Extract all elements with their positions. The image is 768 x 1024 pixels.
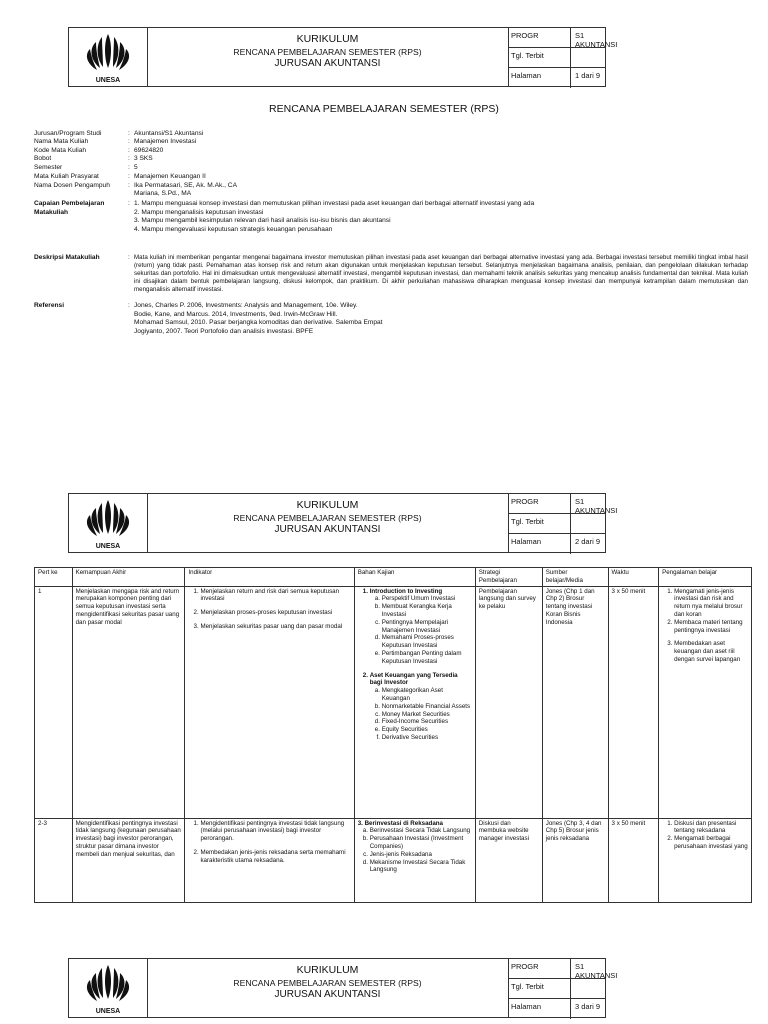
logo-text: UNESA — [95, 1008, 121, 1015]
rps-subtitle: RENCANA PEMBELAJARAN SEMESTER (RPS) — [233, 47, 422, 57]
list-item: a. Berinvestasi Secara Tidak Langsung — [370, 827, 472, 835]
deskripsi-text: Mata kuliah ini memberikan pengantar mengenai bagaimana investor memutuskan pilihan investasi pada aset keuangan dari berbagai alternative investasi yang ada. Berbagai investasi tersebut memiliki tingkat imbal hasil (return) yang tidak pasti. Pemahaman atas konsep risk and return akan digunakan untuk menjelaskan keputusan tersebut. Selanjutnya menjelaskan bagaimana analisis, penilaian, dan pengelolaan dilakukan terhadap sekuritas dan portofolio. Hal ini dimaksudkan untuk mengevaluasi alternatif investasi, mengambil keputusan investasi, dan memahami teknik analisis sekuritas yang mencakup analisis fundamental dan teknikal. Mata kuliah ini disajikan dalam bentuk pembelajaran langsung, diskusi kelompok, dan praktikum. Di akhir perkuliahan mahasiswa diharapkan menguasai konsep investasi dan mempunyai ketrampilan dalam memutuskan dan menganalisis alternatif investasi. — [134, 254, 748, 293]
column-header: Pert ke — [35, 568, 73, 587]
list-item: c. Pentingnya Mempelajari Manajemen Investasi — [382, 619, 472, 635]
strategi-cell: Diskusi dan membuka website manager investasi — [475, 818, 542, 902]
list-item: e. Equity Securities — [382, 726, 472, 734]
progr-value: S1 AKUNTANSI — [570, 959, 605, 978]
unesa-logo — [69, 959, 148, 1017]
info-label: Bobot — [34, 155, 52, 163]
header-page-1 — [68, 27, 618, 87]
list-item: a. Mengkategorikan Aset Keuangan — [382, 687, 472, 703]
list-item: b. Membuat Kerangka Kerja Investasi — [382, 603, 472, 619]
course-info: Jurusan/Program Studi : Akuntansi/S1 Akuntansi Nama Mata Kuliah : Manajemen Investasi Kode Mata Kuliah : 69624820 Bobot : 3 SKS Semester : 5 Mata Kuliah Prasyarat : Manajemen Keuangan II Nama Dosen Pengampuh : Ika Permatasari, SE, Ak. M.Ak., CA Mariana, S.Pd., MA Capaian Pembelajaran Matakuliah : 1. Mampu menguasai konsep investasi dan memutuskan pilihan investasi pada aset keuangan dari berbagai alternatif investasi yang ada 2. Mampu menganalisis keputusan investasi 3. Mampu mengambil kesimpulan relevan dari hasil analisis isu-isu bisnis dan akuntansi 4. Mampu mengevaluasi keputusan strategis keuangan perusahaan Deskripsi Matakuliah : Referensi : Jones, Charles P. 2006, Investments: Analysis and Management, 10e. Wiley. Bodie, Kane, and Marcus. 2014, Investments, 9ed. Irwin-McGraw Hill. Mohamad Samsul, 2010. Pasar berjangka komoditas dan derivative. Salemba Empat Jogiyanto, 2007. Teori Portofolio dan analisis investasi. BPFE — [34, 130, 535, 335]
progr-label: PROGR — [511, 497, 539, 506]
kurikulum-title: KURIKULUM — [296, 33, 359, 45]
bahan-cell — [354, 586, 475, 818]
list-item: a. Perspektif Umum Investasi — [382, 595, 472, 603]
indikator-cell — [185, 586, 354, 818]
progr-value: S1 AKUNTANSI — [570, 28, 605, 47]
list-item: 1. Menjelaskan return and risk dari semua keputusan investasi — [200, 588, 350, 604]
schedule-table — [34, 567, 752, 903]
list-item: e. Pertimbangan Penting dalam Keputusan Investasi — [382, 650, 472, 666]
info-value: 5 — [134, 164, 138, 171]
tgl-label: Tgl. Terbit — [511, 51, 544, 60]
list-item: f. Derivative Securities — [382, 734, 472, 742]
info-value: Manajemen Keuangan II — [134, 173, 206, 180]
tgl-value — [570, 48, 605, 67]
kemampuan-cell: Menjelaskan mengapa risk and return merupakan komponen penting dari semua keputusan investasi serta mengidentifikasi sekuritas pasar uang dan pasar modal — [72, 586, 185, 818]
list-item: 2. Membaca materi tentang pentingnya investasi — [674, 619, 748, 635]
sumber-cell: Jones (Chp 3, 4 dan Chp 5) Brosur jenis jenis reksadana — [542, 818, 608, 902]
list-item: d. Mekanisme Investasi Secara Tidak Langsung — [370, 859, 472, 875]
list-item: 3. Membedakan aset keuangan dan aset riil dengan survei lapangan — [674, 640, 748, 663]
header-page-2 — [68, 493, 618, 553]
referensi-item: Bodie, Kane, and Marcus. 2014, Investments, 9ed. Irwin-McGraw Hill. — [134, 310, 338, 318]
info-label: Capaian Pembelajaran — [34, 200, 105, 207]
capaian-item: 1. Mampu menguasai konsep investasi dan memutuskan pilihan investasi pada aset keuangan dari berbagai alternatif investasi yang ada — [134, 200, 535, 207]
capaian-item: 3. Mampu mengambil kesimpulan relevan dari hasil analisis isu-isu bisnis dan akuntansi — [134, 217, 391, 224]
bahan-heading: Aset Keuangan yang Tersedia bagi Investor — [369, 671, 458, 687]
header-page-3 — [68, 958, 618, 1018]
table-row — [35, 818, 752, 902]
bahan-heading: Introduction to Investing — [369, 587, 443, 595]
list-item: 1. Mengamati jenis-jenis investasi dan risk and return nya melalui brosur dan koran — [674, 588, 748, 619]
jurusan-subtitle: JURUSAN AKUNTANSI — [274, 989, 381, 1000]
halaman-label: Halaman — [511, 1002, 542, 1011]
logo-text: UNESA — [95, 543, 121, 550]
referensi-item: Mohamad Samsul, 2010. Pasar berjangka komoditas dan derivative. Salemba Empat — [134, 319, 383, 326]
page-title: RENCANA PEMBELAJARAN SEMESTER (RPS) — [269, 103, 499, 115]
jurusan-subtitle: JURUSAN AKUNTANSI — [274, 58, 381, 69]
progr-label: PROGR — [511, 31, 539, 40]
info-label: Jurusan/Program Studi — [34, 130, 102, 137]
logo-text: UNESA — [95, 77, 121, 84]
progr-label: PROGR — [511, 962, 539, 971]
bahan-cell — [354, 818, 475, 902]
column-header: Pengalaman belajar — [659, 568, 752, 587]
info-label: Kode Mata Kuliah — [34, 146, 87, 154]
waktu-cell: 3 x 50 menit — [608, 818, 659, 902]
halaman-value: 3 dari 9 — [570, 999, 605, 1019]
tgl-label: Tgl. Terbit — [511, 982, 544, 991]
list-item: d. Memahami Proses-proses Keputusan Investasi — [382, 634, 472, 650]
info-value: Akuntansi/S1 Akuntansi — [134, 130, 204, 137]
referensi-item: Jones, Charles P. 2006, Investments: Analysis and Management, 10e. Wiley. — [134, 302, 358, 309]
tgl-value — [570, 979, 605, 998]
kurikulum-title: KURIKULUM — [296, 499, 359, 511]
pert-cell: 1 — [35, 586, 73, 818]
list-item: 1. Mengidentifikasi pentingnya investasi tidak langsung (melalui perusahaan investasi) bagi investor perorangan. — [200, 820, 350, 843]
unesa-logo — [69, 494, 148, 552]
capaian-item: 4. Mampu mengevaluasi keputusan strategis keuangan perusahaan — [134, 225, 333, 233]
waktu-cell: 3 x 50 menit — [608, 586, 659, 818]
tgl-value — [570, 514, 605, 533]
info-label: Nama Dosen Pengampuh — [34, 181, 110, 189]
halaman-value: 1 dari 9 — [570, 68, 605, 88]
info-label: Nama Mata Kuliah — [34, 138, 89, 146]
column-header: Indikator — [185, 568, 354, 587]
column-header: Kemampuan Akhir — [72, 568, 185, 587]
referensi-item: Jogiyanto, 2007. Teori Portofolio dan analisis investasi. BPFE — [134, 327, 314, 335]
column-header: Sumber belajar/Media — [542, 568, 608, 587]
indikator-cell — [185, 818, 354, 902]
info-value: Ika Permatasari, SE, Ak. M.Ak., CA — [134, 181, 237, 189]
info-label: Semester — [34, 164, 63, 171]
rps-subtitle: RENCANA PEMBELAJARAN SEMESTER (RPS) — [233, 513, 422, 523]
progr-value: S1 AKUNTANSI — [570, 494, 605, 513]
info-label: Mata Kuliah Prasyarat — [34, 173, 99, 180]
info-value: Mariana, S.Pd., MA — [134, 190, 192, 197]
list-item: b. Perusahaan Investasi (Investment Companies) — [370, 835, 472, 851]
halaman-label: Halaman — [511, 537, 542, 546]
list-item: 2. Mengamati berbagai perusahaan investasi yang — [674, 835, 748, 851]
pengalaman-cell — [659, 586, 752, 818]
tgl-label: Tgl. Terbit — [511, 517, 544, 526]
info-value: 69624820 — [134, 146, 164, 154]
info-label: Referensi — [34, 302, 65, 309]
table-header-row — [35, 568, 752, 587]
bahan-heading: 3. Berinvestasi di Reksadana — [357, 819, 443, 827]
column-header: Waktu — [608, 568, 659, 587]
rps-subtitle: RENCANA PEMBELAJARAN SEMESTER (RPS) — [233, 978, 422, 988]
pengalaman-cell — [659, 818, 752, 902]
sumber-cell: Jones (Chp 1 dan Chp 2) Brosur tentang investasi Koran Bisnis Indonesia — [542, 586, 608, 818]
list-item: 2. Menjelaskan proses-proses keputusan investasi — [200, 609, 350, 617]
list-item: b. Nonmarketable Financial Assets — [382, 703, 472, 711]
info-label: Deskripsi Matakuliah — [34, 254, 100, 261]
list-item: 3. Menjelaskan sekuritas pasar uang dan pasar modal — [200, 623, 350, 631]
halaman-label: Halaman — [511, 71, 542, 80]
strategi-cell: Pembelajaran langsung dan survey ke pelaku — [475, 586, 542, 818]
table-row — [35, 586, 752, 818]
info-label: Matakuliah — [34, 208, 69, 216]
kemampuan-cell: Mengidentifikasi pentingnya investasi tidak langsung (kegunaan perusahaan investasi) bagi investor perorangan, struktur pasar dimana investor membeli dan menjual sekuritas, dan — [72, 818, 185, 902]
pert-cell: 2-3 — [35, 818, 73, 902]
column-header: Bahan Kajian — [354, 568, 475, 587]
list-item: c. Jenis-jenis Reksadana — [370, 851, 472, 859]
jurusan-subtitle: JURUSAN AKUNTANSI — [274, 524, 381, 535]
list-item: 2. Membedakan jenis-jenis reksadana serta memahami karakteristik utama reksadana. — [200, 849, 350, 865]
list-item: d. Fixed-Income Securities — [382, 718, 472, 726]
halaman-value: 2 dari 9 — [570, 534, 605, 554]
unesa-logo — [69, 28, 148, 86]
list-item: c. Money Market Securities — [382, 711, 472, 719]
info-value: 3 SKS — [134, 155, 153, 163]
column-header: Strategi Pembelajaran — [475, 568, 542, 587]
info-value: Manajemen Investasi — [134, 138, 197, 146]
list-item: 1. Diskusi dan presentasi tentang reksadana — [674, 820, 748, 836]
capaian-item: 2. Mampu menganalisis keputusan investasi — [134, 208, 264, 216]
kurikulum-title: KURIKULUM — [296, 964, 359, 976]
